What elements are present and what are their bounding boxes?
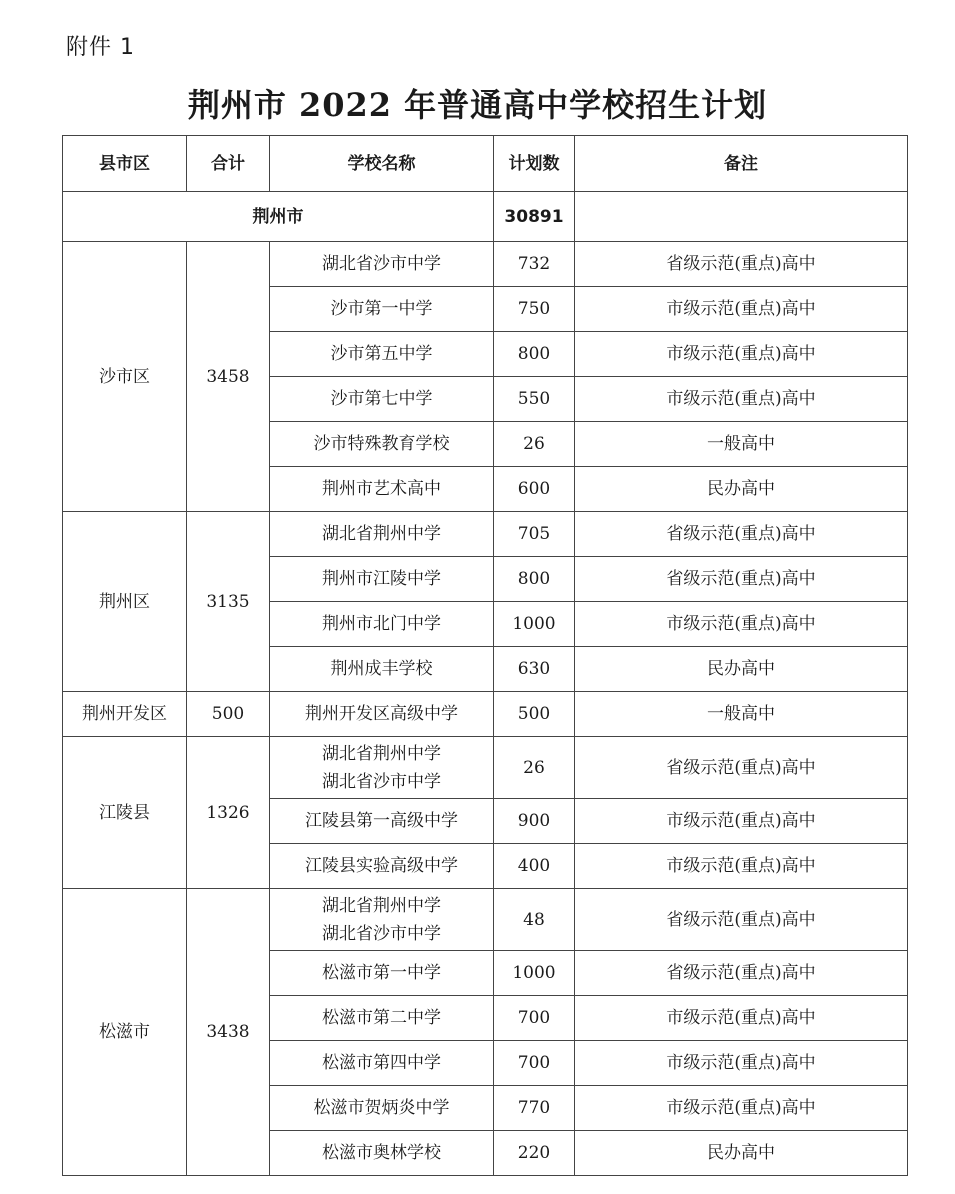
district-total: 3135 (187, 512, 270, 692)
school-name: 江陵县第一高级中学 (270, 799, 494, 844)
city-name: 荆州市 (63, 192, 494, 242)
school-name: 湖北省荆州中学 (270, 512, 494, 557)
table-row (63, 692, 908, 737)
school-plan: 630 (494, 647, 575, 692)
school-note: 市级示范(重点)高中 (575, 602, 908, 647)
school-note: 民办高中 (575, 647, 908, 692)
school-note: 民办高中 (575, 467, 908, 512)
school-plan: 750 (494, 287, 575, 332)
school-plan: 600 (494, 467, 575, 512)
school-name-line-2: 湖北省沙市中学 (322, 923, 441, 944)
school-note: 市级示范(重点)高中 (575, 332, 908, 377)
school-plan: 48 (494, 889, 575, 951)
school-note: 省级示范(重点)高中 (575, 512, 908, 557)
district-name: 沙市区 (63, 242, 187, 512)
school-name-line-2: 湖北省沙市中学 (322, 771, 441, 792)
school-note: 省级示范(重点)高中 (575, 737, 908, 799)
school-name: 松滋市第一中学 (270, 951, 494, 996)
school-note: 市级示范(重点)高中 (575, 844, 908, 889)
school-plan: 900 (494, 799, 575, 844)
enrollment-plan-table (62, 135, 908, 1176)
school-note: 省级示范(重点)高中 (575, 889, 908, 951)
school-note: 省级示范(重点)高中 (575, 242, 908, 287)
district-name: 江陵县 (63, 737, 187, 889)
school-plan: 500 (494, 692, 575, 737)
school-name: 沙市第一中学 (270, 287, 494, 332)
school-name: 沙市第五中学 (270, 332, 494, 377)
school-name: 荆州开发区高级中学 (270, 692, 494, 737)
district-total: 3458 (187, 242, 270, 512)
district-total: 3438 (187, 889, 270, 1176)
school-note: 一般高中 (575, 692, 908, 737)
district-name: 荆州开发区 (63, 692, 187, 737)
school-name: 松滋市奥林学校 (270, 1131, 494, 1176)
school-plan: 732 (494, 242, 575, 287)
school-note: 省级示范(重点)高中 (575, 951, 908, 996)
school-name: 荆州成丰学校 (270, 647, 494, 692)
document-title: 荆州市 2022 年普通高中学校招生计划 (187, 86, 768, 124)
school-name (270, 889, 494, 951)
header-county: 县市区 (63, 136, 187, 192)
district-total: 500 (187, 692, 270, 737)
school-note: 市级示范(重点)高中 (575, 996, 908, 1041)
school-name: 荆州市艺术高中 (270, 467, 494, 512)
school-note: 市级示范(重点)高中 (575, 799, 908, 844)
city-total-row (63, 192, 908, 242)
school-plan: 220 (494, 1131, 575, 1176)
header-school: 学校名称 (270, 136, 494, 192)
school-name: 松滋市第四中学 (270, 1041, 494, 1086)
school-note: 一般高中 (575, 422, 908, 467)
school-plan: 700 (494, 1041, 575, 1086)
school-plan: 1000 (494, 602, 575, 647)
school-plan: 400 (494, 844, 575, 889)
school-name: 江陵县实验高级中学 (270, 844, 494, 889)
school-note: 市级示范(重点)高中 (575, 377, 908, 422)
school-plan: 26 (494, 737, 575, 799)
school-plan: 26 (494, 422, 575, 467)
district-total: 1326 (187, 737, 270, 889)
school-note: 民办高中 (575, 1131, 908, 1176)
school-plan: 700 (494, 996, 575, 1041)
school-name: 沙市第七中学 (270, 377, 494, 422)
school-name-line-1: 湖北省荆州中学 (322, 743, 441, 764)
table-row (63, 889, 908, 951)
school-plan: 550 (494, 377, 575, 422)
district-name: 松滋市 (63, 889, 187, 1176)
table-row (63, 737, 908, 799)
header-plan: 计划数 (494, 136, 575, 192)
school-plan: 705 (494, 512, 575, 557)
table-row (63, 242, 908, 287)
table-row (63, 512, 908, 557)
school-name-line-1: 湖北省荆州中学 (322, 895, 441, 916)
school-name: 荆州市江陵中学 (270, 557, 494, 602)
city-note (575, 192, 908, 242)
school-name: 松滋市第二中学 (270, 996, 494, 1041)
school-name: 沙市特殊教育学校 (270, 422, 494, 467)
school-note: 省级示范(重点)高中 (575, 557, 908, 602)
school-plan: 800 (494, 332, 575, 377)
school-name: 湖北省沙市中学 (270, 242, 494, 287)
school-plan: 800 (494, 557, 575, 602)
header-note: 备注 (575, 136, 908, 192)
school-plan: 770 (494, 1086, 575, 1131)
school-note: 市级示范(重点)高中 (575, 1086, 908, 1131)
attachment-label: 附件 1 (66, 35, 135, 60)
header-total: 合计 (187, 136, 270, 192)
school-name (270, 737, 494, 799)
school-name: 松滋市贺炳炎中学 (270, 1086, 494, 1131)
district-name: 荆州区 (63, 512, 187, 692)
school-note: 市级示范(重点)高中 (575, 1041, 908, 1086)
school-plan: 1000 (494, 951, 575, 996)
table-header-row (63, 136, 908, 192)
city-plan-total: 30891 (494, 192, 575, 242)
school-note: 市级示范(重点)高中 (575, 287, 908, 332)
school-name: 荆州市北门中学 (270, 602, 494, 647)
